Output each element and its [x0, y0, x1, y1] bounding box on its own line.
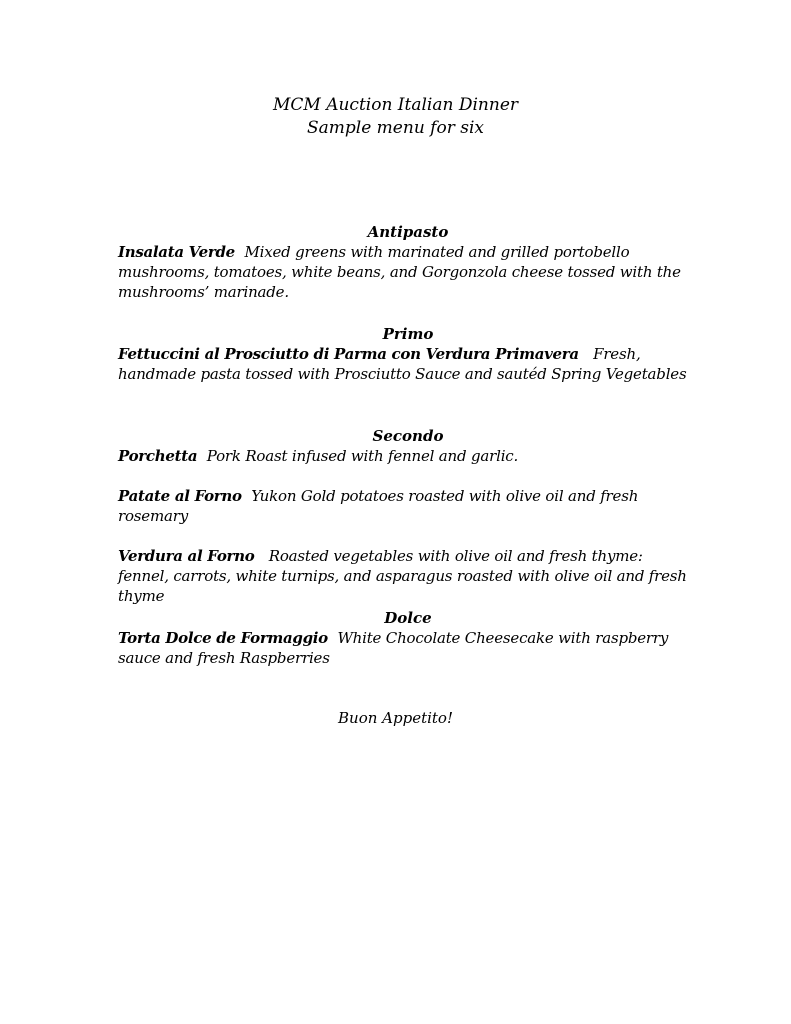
dish-description: Roasted vegetables with olive oil and fresh thyme: fennel, carrots, white turnips, and asparagus roasted with olive oil and fresh thyme	[118, 547, 687, 605]
dish-patate-al-forno	[118, 486, 698, 526]
dish-name: Fettuccini al Prosciutto di Parma con Verdura Primavera	[118, 345, 579, 363]
section-primo	[118, 324, 698, 384]
dish-name: Verdura al Forno	[118, 547, 255, 565]
section-antipasto	[118, 222, 698, 302]
dish-name: Porchetta	[118, 447, 198, 465]
dish-description: Yukon Gold potatoes roasted with olive oil and fresh rosemary	[118, 487, 639, 525]
title-block	[0, 94, 791, 140]
dish-insalata-verde	[118, 242, 698, 302]
section-secondo	[118, 426, 698, 606]
dish-description: Mixed greens with marinated and grilled portobello mushrooms, tomatoes, white beans, and Gorgonzola cheese tossed with the mushrooms’ marinade.	[118, 243, 681, 301]
dish-fettuccini	[118, 344, 698, 384]
dish-name: Insalata Verde	[118, 243, 235, 261]
section-heading-dolce: Dolce	[384, 609, 432, 627]
spacer	[118, 526, 698, 546]
section-dolce	[118, 608, 698, 668]
dish-torta-dolce	[118, 628, 698, 668]
dish-verdura-al-forno	[118, 546, 698, 606]
spacer	[118, 466, 698, 486]
closing-line: Buon Appetito!	[338, 709, 453, 727]
section-heading-secondo: Secondo	[372, 427, 444, 445]
section-heading-antipasto: Antipasto	[367, 223, 449, 241]
dish-description: White Chocolate Cheesecake with raspberry sauce and fresh Raspberries	[118, 629, 669, 667]
dish-porchetta	[118, 446, 698, 466]
dish-name: Torta Dolce de Formaggio	[118, 629, 328, 647]
dish-description: Pork Roast infused with fennel and garlic.	[206, 447, 519, 465]
page-subtitle: Sample menu for six	[307, 118, 484, 138]
dish-name: Patate al Forno	[118, 487, 242, 505]
dish-description: Fresh, handmade pasta tossed with Prosciutto Sauce and sautéd Spring Vegetables	[118, 345, 687, 383]
section-heading-primo: Primo	[382, 325, 434, 343]
page-title: MCM Auction Italian Dinner	[272, 95, 519, 115]
